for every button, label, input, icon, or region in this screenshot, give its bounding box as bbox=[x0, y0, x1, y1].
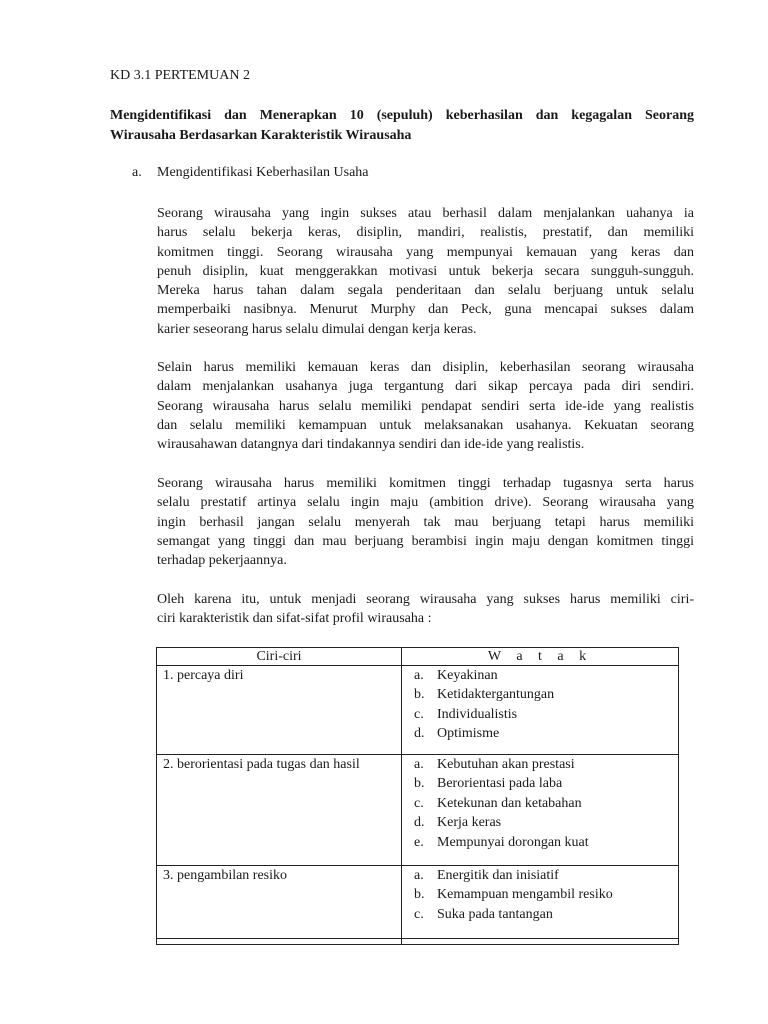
watak-cell bbox=[402, 666, 679, 755]
list-text: Berorientasi pada laba bbox=[437, 776, 563, 792]
section-title: Mengidentifikasi Keberhasilan Usaha bbox=[157, 165, 369, 180]
paragraph-line: ingin berhasil jangan selalu menyerah tak mau berjuang tetapi harus memiliki bbox=[157, 514, 694, 530]
paragraph-4 bbox=[157, 590, 694, 629]
paragraph-line: Seorang wirausaha harus selalu memiliki pendapat sendiri serta ide-ide yang realistis bbox=[157, 398, 694, 414]
list-item bbox=[402, 905, 678, 924]
list-item bbox=[402, 666, 678, 685]
document-header: KD 3.1 PERTEMUAN 2 bbox=[110, 68, 250, 83]
list-text: Kebutuhan akan prestasi bbox=[437, 757, 575, 772]
list-letter: d. bbox=[414, 726, 425, 742]
column-header-watak: W a t a k bbox=[402, 648, 679, 666]
paragraph-1 bbox=[157, 204, 694, 339]
table-row bbox=[157, 866, 679, 939]
list-text: Optimisme bbox=[437, 726, 500, 742]
paragraph-line: komitmen tinggi. Seorang wirausaha yang mempunyai kemauan yang keras dan bbox=[157, 244, 694, 260]
paragraph-line: Selain harus memiliki kemauan keras dan disiplin, keberhasilan seorang wirausaha bbox=[157, 360, 694, 375]
list-item bbox=[402, 774, 678, 793]
paragraph-line: terhadap pekerjaannya. bbox=[157, 553, 287, 569]
paragraph-line: penuh disiplin, kuat menggerakkan motivasi untuk bekerja secara sungguh-sungguh. bbox=[157, 263, 694, 279]
ciri-cell: 1. percaya diri bbox=[157, 666, 402, 755]
paragraph-line: Seorang wirausaha harus memiliki komitmen tinggi terhadap tugasnya serta harus bbox=[157, 476, 694, 491]
column-header-ciri: Ciri-ciri bbox=[157, 648, 402, 666]
paragraph-2 bbox=[157, 358, 694, 454]
paragraph-line: dalam menjalankan usahanya juga tergantung dari sikap percaya pada diri sendiri. bbox=[157, 379, 694, 395]
ciri-cell: 3. pengambilan resiko bbox=[157, 866, 402, 939]
list-letter: b. bbox=[414, 687, 425, 703]
characteristics-table bbox=[156, 647, 679, 945]
table-row bbox=[157, 666, 679, 755]
paragraph-line: memperbaiki nasibnya. Menurut Murphy dan Peck, guna mencapai sukses dalam bbox=[157, 302, 694, 318]
title-line-1: Mengidentifikasi dan Menerapkan 10 (sepuluh) keberhasilan dan kegagalan Seorang bbox=[110, 108, 694, 123]
list-item bbox=[402, 755, 678, 774]
list-text: Kerja keras bbox=[437, 815, 502, 831]
title-line-2: Wirausaha Berdasarkan Karakteristik Wirausaha bbox=[110, 128, 412, 143]
list-letter: c. bbox=[414, 795, 424, 811]
list-text: Individualistis bbox=[437, 706, 518, 722]
list-item bbox=[402, 885, 678, 904]
list-letter: b. bbox=[414, 776, 425, 792]
list-letter: a. bbox=[414, 757, 424, 772]
list-letter: a. bbox=[414, 868, 424, 883]
list-text: Mempunyai dorongan kuat bbox=[437, 834, 589, 850]
watak-list bbox=[402, 866, 678, 924]
list-letter: b. bbox=[414, 887, 425, 903]
list-item bbox=[402, 833, 678, 852]
list-text: Ketidaktergantungan bbox=[437, 687, 555, 703]
watak-list bbox=[402, 755, 678, 852]
table-header-row bbox=[157, 648, 679, 666]
list-text: Kemampuan mengambil resiko bbox=[437, 887, 613, 903]
paragraph-line: Oleh karena itu, untuk menjadi seorang wirausaha yang sukses harus memiliki ciri- bbox=[157, 592, 694, 607]
list-letter: c. bbox=[414, 906, 424, 922]
table-row-empty bbox=[157, 939, 679, 945]
list-text: Suka pada tantangan bbox=[437, 906, 553, 922]
paragraph-line: karier seseorang harus selalu dimulai dengan kerja keras. bbox=[157, 321, 477, 337]
list-letter: c. bbox=[414, 706, 424, 722]
list-letter: a. bbox=[414, 668, 424, 683]
paragraph-line: Mereka harus tahan dalam segala penderitaan dan selalu berjuang untuk selalu bbox=[157, 283, 694, 299]
paragraph-line: selalu prestatif artinya selalu ingin maju (ambition drive). Seorang wirausaha yang bbox=[157, 495, 694, 511]
list-item bbox=[402, 724, 678, 743]
watak-list bbox=[402, 666, 678, 744]
list-text: Ketekunan dan ketabahan bbox=[437, 795, 582, 811]
section-marker: a. bbox=[132, 165, 142, 180]
paragraph-line: Seorang wirausaha yang ingin sukses atau berhasil dalam menjalankan uahanya ia bbox=[157, 206, 694, 221]
list-item bbox=[402, 794, 678, 813]
list-text: Energitik dan inisiatif bbox=[437, 868, 559, 883]
watak-cell bbox=[402, 755, 679, 866]
list-item bbox=[402, 813, 678, 832]
empty-cell bbox=[402, 939, 679, 945]
paragraph-line: wirausahawan datangnya dari tindakannya sendiri dan ide-ide yang realistis. bbox=[157, 437, 585, 453]
ciri-cell: 2. berorientasi pada tugas dan hasil bbox=[157, 755, 402, 866]
table-row bbox=[157, 755, 679, 866]
list-text: Keyakinan bbox=[437, 668, 498, 683]
watak-cell bbox=[402, 866, 679, 939]
empty-cell bbox=[157, 939, 402, 945]
paragraph-line: semangat yang tinggi dan mau berjuang berambisi ingin maju dengan komitmen tinggi bbox=[157, 533, 694, 549]
list-item bbox=[402, 685, 678, 704]
list-letter: d. bbox=[414, 815, 425, 831]
list-item bbox=[402, 705, 678, 724]
list-letter: e. bbox=[414, 834, 424, 850]
paragraph-line: dan selalu memiliki kemampuan untuk melaksanakan usahanya. Kekuatan seorang bbox=[157, 417, 694, 433]
document-title bbox=[110, 106, 694, 146]
paragraph-line: ciri karakteristik dan sifat-sifat profil wirausaha : bbox=[157, 611, 432, 627]
paragraph-3 bbox=[157, 474, 694, 570]
list-item bbox=[402, 866, 678, 885]
paragraph-line: harus selalu bekerja keras, disiplin, mandiri, realistis, prestatif, dan memiliki bbox=[157, 225, 694, 241]
